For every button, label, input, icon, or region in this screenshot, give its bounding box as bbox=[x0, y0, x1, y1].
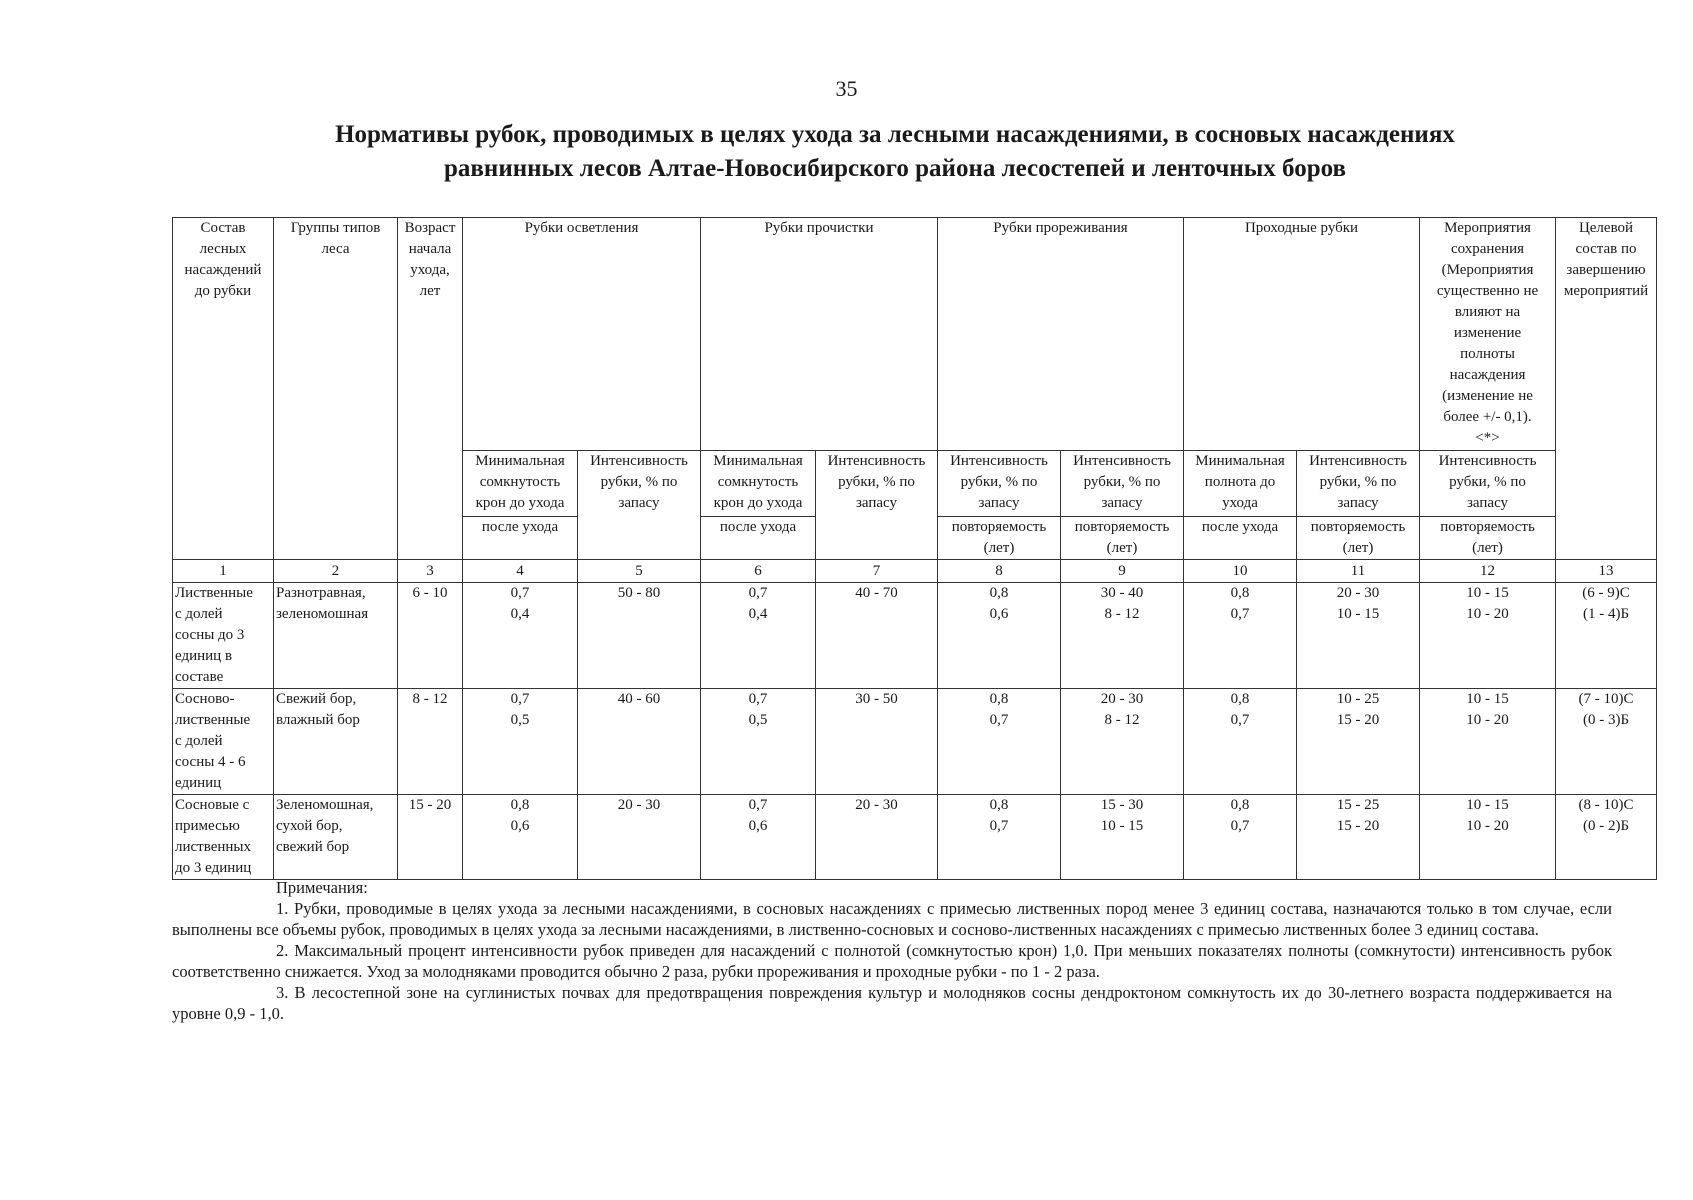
text-line: сомкнутость bbox=[479, 474, 561, 490]
text-line: составе bbox=[175, 669, 224, 685]
text-line: лиственные bbox=[175, 712, 251, 728]
text-line: Минимальная bbox=[1195, 453, 1285, 469]
text-line: 0,8 bbox=[1230, 797, 1250, 813]
header-repeatability bbox=[1420, 517, 1556, 560]
title-line-1: Нормативы рубок, проводимых в целях ухода за лесными насаждениями, в сосновых насаждениях bbox=[335, 121, 1455, 148]
text-line: 0,7 bbox=[510, 691, 530, 707]
text-line: 10 - 20 bbox=[1466, 818, 1509, 834]
text-line: полнота до bbox=[1204, 474, 1276, 490]
text-line: лиственных bbox=[175, 839, 252, 855]
header-intensity bbox=[938, 451, 1061, 517]
text-line: <*> bbox=[1475, 430, 1500, 446]
cell-c11 bbox=[1297, 583, 1420, 689]
note-item: 2. Максимальный процент интенсивности рубок приведен для насаждений с полнотой (сомкнутостью крон) 1,0. При меньших показателях полноты (сомкнутости) интенсивность рубок соответственно снижается. Уход за молодняками проводится обычно 2 раза, рубки прореживания и проходные рубки - по 1 - 2 раза. bbox=[172, 941, 1612, 981]
cell-forest-type bbox=[274, 795, 398, 880]
text-line: сомкнутость bbox=[717, 474, 799, 490]
text-line: (лет) bbox=[983, 540, 1015, 556]
text-line: 15 - 20 bbox=[1336, 818, 1380, 834]
text-line: 0,7 bbox=[748, 585, 768, 601]
text-line: леса bbox=[321, 241, 350, 257]
text-line: 8 - 12 bbox=[1104, 712, 1140, 728]
text-line: рубки, % по bbox=[960, 474, 1038, 490]
text-line: Минимальная bbox=[713, 453, 803, 469]
header-after-care: после ухода bbox=[463, 517, 578, 560]
cell-composition bbox=[173, 583, 274, 689]
text-line: 8 - 12 bbox=[412, 691, 448, 707]
text-line: 15 - 20 bbox=[408, 797, 452, 813]
text-line: (изменение не bbox=[1442, 388, 1533, 404]
text-line: 10 - 20 bbox=[1466, 712, 1509, 728]
text-line: запасу bbox=[1101, 495, 1143, 511]
text-line: 10 - 20 bbox=[1466, 606, 1509, 622]
text-line: рубки, % по bbox=[600, 474, 678, 490]
text-line: Состав bbox=[200, 220, 246, 236]
text-line: запасу bbox=[855, 495, 898, 511]
text-line: сухой бор, bbox=[276, 818, 343, 834]
text-line: 0,8 bbox=[1230, 691, 1250, 707]
text-line: 8 - 12 bbox=[1104, 606, 1140, 622]
cell-c8 bbox=[938, 583, 1061, 689]
notes bbox=[172, 877, 1612, 1024]
header-forest-type bbox=[274, 218, 398, 560]
text-line: рубки, % по bbox=[1083, 474, 1161, 490]
cell-c5 bbox=[578, 583, 701, 689]
text-line: ухода, bbox=[410, 262, 450, 278]
text-line: рубки, % по bbox=[838, 474, 915, 490]
text-line: сохранения bbox=[1450, 241, 1525, 257]
text-line: Зеленомошная, bbox=[276, 797, 374, 813]
column-number: 2 bbox=[274, 560, 398, 583]
text-line: мероприятий bbox=[1563, 283, 1649, 299]
text-line: крон до ухода bbox=[713, 495, 803, 511]
column-number: 1 bbox=[173, 560, 274, 583]
cell-c10 bbox=[1184, 583, 1297, 689]
header-intensity bbox=[816, 451, 938, 560]
text-line: полноты bbox=[1460, 346, 1515, 362]
text-line: рубки, % по bbox=[1319, 474, 1397, 490]
header-lightening-cuts: Рубки осветления bbox=[463, 218, 701, 451]
text-line: Разнотравная, bbox=[276, 585, 366, 601]
text-line: повторяемость bbox=[1440, 519, 1535, 535]
text-line: сосны до 3 bbox=[175, 627, 245, 643]
text-line: 0,6 bbox=[748, 818, 768, 834]
text-line: 0,7 bbox=[989, 712, 1009, 728]
text-line: 0,7 bbox=[748, 797, 768, 813]
column-number: 13 bbox=[1556, 560, 1657, 583]
text-line: сосны 4 - 6 bbox=[175, 754, 246, 770]
header-after-care: после ухода bbox=[1184, 517, 1297, 560]
cell-c9 bbox=[1061, 583, 1184, 689]
text-line: 40 - 70 bbox=[855, 585, 898, 601]
header-row-groups bbox=[173, 218, 1657, 451]
text-line: Минимальная bbox=[475, 453, 565, 469]
cell-c4 bbox=[463, 583, 578, 689]
text-line: 0,4 bbox=[748, 606, 768, 622]
text-line: Сосново- bbox=[175, 691, 235, 707]
text-line: 0,6 bbox=[989, 606, 1009, 622]
text-line: завершению bbox=[1566, 262, 1646, 278]
column-number: 10 bbox=[1184, 560, 1297, 583]
text-line: насаждений bbox=[184, 262, 262, 278]
text-line: 10 - 15 bbox=[1336, 606, 1380, 622]
text-line: (1 - 4)Б bbox=[1582, 606, 1630, 622]
table-row bbox=[173, 583, 1657, 689]
text-line: 0,8 bbox=[989, 585, 1009, 601]
text-line: ухода bbox=[1222, 495, 1258, 511]
text-line: (Мероприятия bbox=[1441, 262, 1534, 278]
text-line: Интенсивность bbox=[1073, 453, 1171, 469]
text-line: 20 - 30 bbox=[1336, 585, 1380, 601]
header-repeatability bbox=[1061, 517, 1184, 560]
text-line: насаждения bbox=[1449, 367, 1526, 383]
column-number: 5 bbox=[578, 560, 701, 583]
text-line: крон до ухода bbox=[475, 495, 565, 511]
text-line: запасу bbox=[618, 495, 660, 511]
cell-forest-type bbox=[274, 583, 398, 689]
cell-c12 bbox=[1420, 583, 1556, 689]
text-line: запасу bbox=[978, 495, 1020, 511]
text-line: Группы типов bbox=[290, 220, 381, 236]
header-repeatability bbox=[1297, 517, 1420, 560]
text-line: 20 - 30 bbox=[855, 797, 898, 813]
cell-age bbox=[398, 795, 463, 880]
text-line: Свежий бор, bbox=[276, 691, 357, 707]
text-line: с долей bbox=[175, 606, 223, 622]
text-line: более +/- 0,1). bbox=[1443, 409, 1532, 425]
text-line: рубки, % по bbox=[1449, 474, 1526, 490]
text-line: (0 - 3)Б bbox=[1582, 712, 1630, 728]
text-line: 0,7 bbox=[748, 691, 768, 707]
cell-c12 bbox=[1420, 795, 1556, 880]
cell-c6 bbox=[701, 795, 816, 880]
text-line: запасу bbox=[1337, 495, 1379, 511]
header-composition bbox=[173, 218, 274, 560]
text-line: единиц bbox=[175, 775, 222, 791]
cell-c11 bbox=[1297, 689, 1420, 795]
text-line: начала bbox=[408, 241, 452, 257]
header-repeatability bbox=[938, 517, 1061, 560]
text-line: 0,4 bbox=[510, 606, 530, 622]
text-line: 0,8 bbox=[989, 691, 1009, 707]
text-line: Мероприятия bbox=[1444, 220, 1531, 236]
header-cleaning-cuts: Рубки прочистки bbox=[701, 218, 938, 451]
text-line: 20 - 30 bbox=[617, 797, 661, 813]
header-passing-cuts: Проходные рубки bbox=[1184, 218, 1420, 451]
text-line: 0,8 bbox=[1230, 585, 1250, 601]
header-thinning-cuts: Рубки прореживания bbox=[938, 218, 1184, 451]
text-line: 0,6 bbox=[510, 818, 530, 834]
text-line: 0,8 bbox=[989, 797, 1009, 813]
text-line: 0,7 bbox=[989, 818, 1009, 834]
note-item: 3. В лесостепной зоне на суглинистых почвах для предотвращения повреждения культур и молодняков сосны дендроктоном сомкнутость их до 30-летнего возраста поддерживается на уровне 0,9 - 1,0. bbox=[172, 983, 1612, 1023]
text-line: изменение bbox=[1453, 325, 1522, 341]
cell-c11 bbox=[1297, 795, 1420, 880]
cell-c13 bbox=[1556, 795, 1657, 880]
text-line: 10 - 15 bbox=[1466, 691, 1509, 707]
cell-c6 bbox=[701, 583, 816, 689]
text-line: 30 - 50 bbox=[855, 691, 898, 707]
text-line: 10 - 15 bbox=[1466, 797, 1509, 813]
cell-c12 bbox=[1420, 689, 1556, 795]
cell-composition bbox=[173, 795, 274, 880]
text-line: Интенсивность bbox=[1438, 453, 1537, 469]
text-line: Лиственные bbox=[175, 585, 253, 601]
cell-c7 bbox=[816, 689, 938, 795]
text-line: (8 - 10)С bbox=[1578, 797, 1634, 813]
column-number: 4 bbox=[463, 560, 578, 583]
text-line: 50 - 80 bbox=[617, 585, 661, 601]
header-intensity bbox=[1420, 451, 1556, 517]
text-line: зеленомошная bbox=[276, 606, 369, 622]
cell-c13 bbox=[1556, 583, 1657, 689]
text-line: влияют на bbox=[1454, 304, 1521, 320]
notes-heading: Примечания: bbox=[276, 878, 368, 897]
text-line: (лет) bbox=[1472, 540, 1503, 556]
header-preservation-measures bbox=[1420, 218, 1556, 451]
text-line: запасу bbox=[1467, 495, 1509, 511]
cell-c13 bbox=[1556, 689, 1657, 795]
cell-c6 bbox=[701, 689, 816, 795]
header-min-density bbox=[1184, 451, 1297, 517]
text-line: примесью bbox=[175, 818, 240, 834]
text-line: Целевой bbox=[1578, 220, 1634, 236]
text-line: 6 - 10 bbox=[412, 585, 448, 601]
cell-c7 bbox=[816, 583, 938, 689]
cell-c5 bbox=[578, 795, 701, 880]
text-line: (лет) bbox=[1106, 540, 1138, 556]
column-number: 11 bbox=[1297, 560, 1420, 583]
column-number-row bbox=[173, 560, 1657, 583]
text-line: повторяемость bbox=[1310, 519, 1406, 535]
text-line: (6 - 9)С bbox=[1582, 585, 1630, 601]
text-line: 15 - 25 bbox=[1336, 797, 1380, 813]
norms-table bbox=[172, 217, 1657, 880]
page-title bbox=[180, 118, 1610, 186]
text-line: Интенсивность bbox=[590, 453, 688, 469]
text-line: 10 - 25 bbox=[1336, 691, 1380, 707]
column-number: 7 bbox=[816, 560, 938, 583]
text-line: 0,7 bbox=[1230, 818, 1250, 834]
text-line: состав по bbox=[1575, 241, 1637, 257]
title-line-2: равнинных лесов Алтае-Новосибирского района лесостепей и ленточных боров bbox=[444, 155, 1346, 182]
text-line: 0,7 bbox=[510, 585, 530, 601]
table-row bbox=[173, 795, 1657, 880]
text-line: (лет) bbox=[1342, 540, 1374, 556]
text-line: 0,8 bbox=[510, 797, 530, 813]
cell-c4 bbox=[463, 795, 578, 880]
text-line: Интенсивность bbox=[827, 453, 926, 469]
text-line: Возраст bbox=[404, 220, 456, 236]
text-line: до 3 единиц bbox=[175, 860, 252, 876]
header-age bbox=[398, 218, 463, 560]
text-line: повторяемость bbox=[951, 519, 1047, 535]
cell-c8 bbox=[938, 795, 1061, 880]
page-number: 35 bbox=[835, 76, 858, 101]
header-min-crown-closure bbox=[463, 451, 578, 517]
cell-age bbox=[398, 689, 463, 795]
cell-c10 bbox=[1184, 795, 1297, 880]
text-line: 20 - 30 bbox=[1100, 691, 1144, 707]
text-line: 15 - 20 bbox=[1336, 712, 1380, 728]
text-line: 0,5 bbox=[748, 712, 768, 728]
table-row bbox=[173, 689, 1657, 795]
header-intensity bbox=[1297, 451, 1420, 517]
text-line: Интенсивность bbox=[1309, 453, 1407, 469]
text-line: лет bbox=[419, 283, 441, 299]
text-line: лесных bbox=[199, 241, 247, 257]
text-line: влажный бор bbox=[276, 712, 360, 728]
column-number: 8 bbox=[938, 560, 1061, 583]
column-number: 3 bbox=[398, 560, 463, 583]
text-line: (7 - 10)С bbox=[1578, 691, 1634, 707]
cell-composition bbox=[173, 689, 274, 795]
text-line: Интенсивность bbox=[950, 453, 1048, 469]
header-intensity bbox=[1061, 451, 1184, 517]
text-line: 10 - 15 bbox=[1466, 585, 1509, 601]
text-line: до рубки bbox=[194, 283, 252, 299]
column-number: 12 bbox=[1420, 560, 1556, 583]
cell-c10 bbox=[1184, 689, 1297, 795]
column-number: 9 bbox=[1061, 560, 1184, 583]
text-line: с долей bbox=[175, 733, 223, 749]
column-number: 6 bbox=[701, 560, 816, 583]
text-line: Сосновые с bbox=[175, 797, 250, 813]
cell-c7 bbox=[816, 795, 938, 880]
header-target-composition bbox=[1556, 218, 1657, 560]
header-after-care: после ухода bbox=[701, 517, 816, 560]
cell-c9 bbox=[1061, 689, 1184, 795]
text-line: 0,7 bbox=[1230, 712, 1250, 728]
text-line: 10 - 15 bbox=[1100, 818, 1144, 834]
text-line: 30 - 40 bbox=[1100, 585, 1144, 601]
cell-forest-type bbox=[274, 689, 398, 795]
text-line: повторяемость bbox=[1074, 519, 1170, 535]
cell-c4 bbox=[463, 689, 578, 795]
text-line: 15 - 30 bbox=[1100, 797, 1144, 813]
cell-c5 bbox=[578, 689, 701, 795]
text-line: 0,7 bbox=[1230, 606, 1250, 622]
header-intensity bbox=[578, 451, 701, 560]
note-item: 1. Рубки, проводимые в целях ухода за лесными насаждениями, в сосновых насаждениях с примесью лиственных пород менее 3 единиц состава, назначаются только в том случае, если выполнены все объемы рубок, проводимых в целях ухода за лесными насаждениями, в лиственно-сосновых и сосново-лиственных насаждениях с примесью лиственных более 3 единиц состава. bbox=[172, 899, 1612, 939]
text-line: 40 - 60 bbox=[617, 691, 661, 707]
header-min-crown-closure bbox=[701, 451, 816, 517]
text-line: (0 - 2)Б bbox=[1582, 818, 1630, 834]
cell-c9 bbox=[1061, 795, 1184, 880]
text-line: 0,5 bbox=[510, 712, 530, 728]
cell-c8 bbox=[938, 689, 1061, 795]
text-line: свежий бор bbox=[276, 839, 350, 855]
cell-age bbox=[398, 583, 463, 689]
text-line: существенно не bbox=[1436, 283, 1539, 299]
text-line: единиц в bbox=[175, 648, 233, 664]
